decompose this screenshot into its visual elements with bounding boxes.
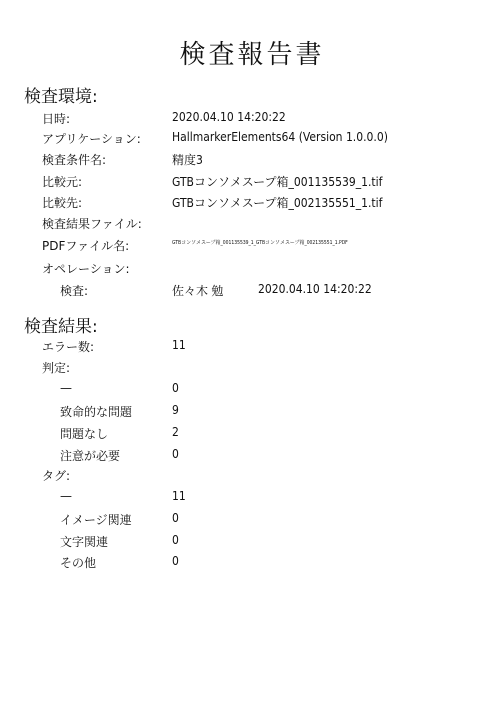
tag-image-label: イメージ関連 [60, 513, 132, 527]
judgement-attention-label: 注意が必要 [60, 449, 121, 463]
judgement-none-label: — [60, 381, 72, 395]
target-file-value: GTBコンソメスープ箱_002135551_1.tif [172, 196, 383, 210]
datetime-label: 日時: [42, 112, 71, 126]
tag-image-value: 0 [172, 511, 179, 525]
judgement-ok-value: 2 [172, 425, 179, 439]
inspection-time: 2020.04.10 14:20:22 [258, 282, 372, 296]
tag-text-label: 文字関連 [60, 535, 109, 549]
application-label: アプリケーション: [42, 132, 141, 146]
target-file-label: 比較先: [42, 196, 83, 210]
operation-label: オペレーション: [42, 262, 130, 276]
datetime-value: 2020.04.10 14:20:22 [172, 110, 286, 124]
tag-text-value: 0 [172, 533, 179, 547]
tag-other-label: その他 [60, 556, 97, 570]
tag-none-label: — [60, 489, 72, 503]
environment-heading: 検査環境: [24, 87, 98, 107]
error-count-value: 11 [172, 338, 186, 352]
report-title: 検査報告書 [179, 40, 325, 70]
judgement-none-value: 0 [172, 381, 179, 395]
conditions-label: 検査条件名: [42, 153, 107, 167]
tags-label: タグ: [42, 469, 71, 483]
judgement-ok-label: 問題なし [60, 427, 109, 441]
judgement-critical-label: 致命的な問題 [60, 405, 133, 419]
error-count-label: エラー数: [42, 340, 95, 354]
source-file-label: 比較元: [42, 175, 83, 189]
inspector-name: 佐々木 勉 [172, 284, 224, 298]
pdf-filename-value: GTBコンソメスープ箱_001135539_1_GTBコンソメスープ箱_002135551_1.PDF [172, 240, 348, 246]
application-value: HallmarkerElements64 (Version 1.0.0.0) [172, 130, 388, 144]
results-heading: 検査結果: [24, 317, 98, 337]
conditions-value: 精度3 [172, 153, 203, 167]
source-file-value: GTBコンソメスープ箱_001135539_1.tif [172, 175, 383, 189]
judgement-critical-value: 9 [172, 403, 179, 417]
judgement-attention-value: 0 [172, 447, 179, 461]
judgement-label: 判定: [42, 361, 71, 375]
pdf-filename-label: PDFファイル名: [42, 239, 130, 253]
inspection-label: 検査: [60, 284, 89, 298]
result-file-label: 検査結果ファイル: [42, 217, 142, 231]
tag-other-value: 0 [172, 554, 179, 568]
tag-none-value: 11 [172, 489, 186, 503]
